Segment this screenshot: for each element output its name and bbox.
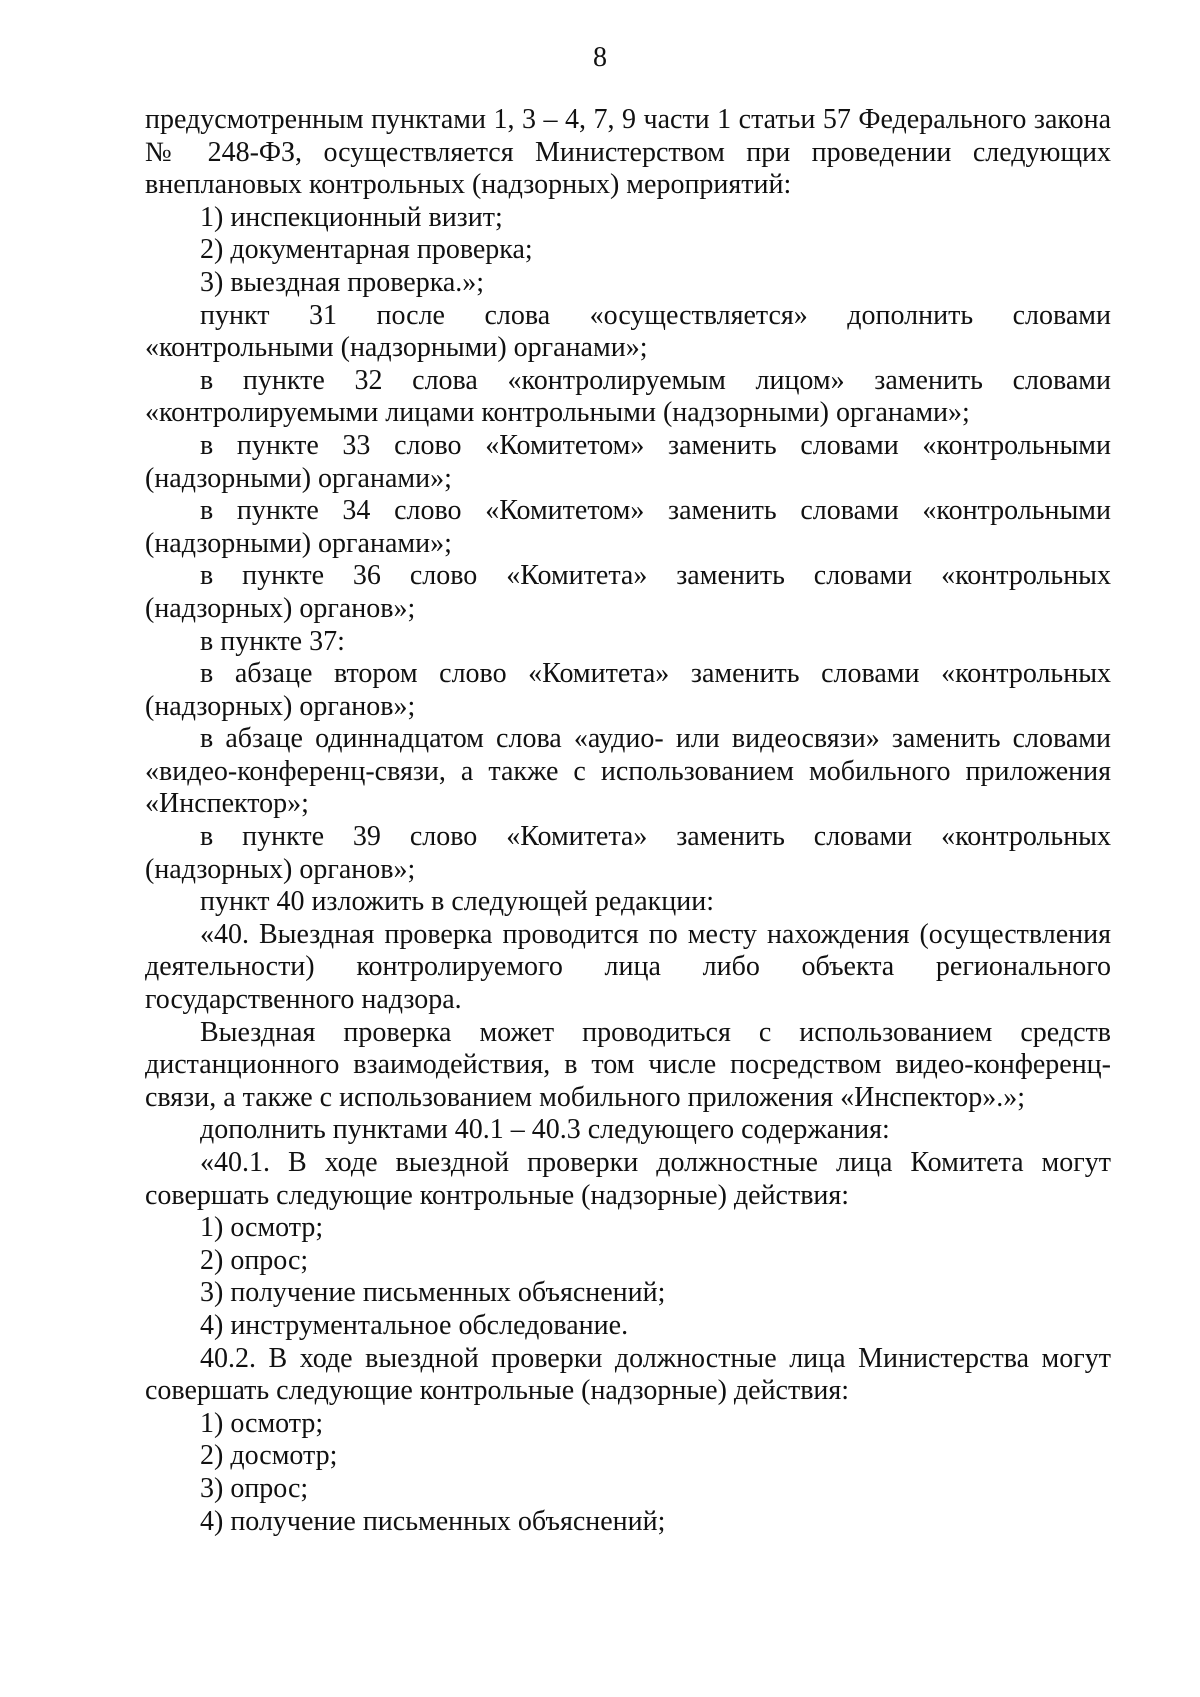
- paragraph: предусмотренным пунктами 1, 3 – 4, 7, 9 части 1 статьи 57 Федерального закона № 248-ФЗ, осуществляется Министерством при проведении следующих внеплановых контрольных (надзорных) мероприятий:: [145, 104, 1111, 201]
- paragraph: Выездная проверка может проводиться с использованием средств дистанционного взаимодействия, в том числе посредством видео-конференц-связи, а также с использованием мобильного приложения «Инспектор».»;: [145, 1016, 1111, 1113]
- list-item: в пункте 37:: [200, 625, 345, 657]
- list-item: 1) осмотр;: [200, 1212, 324, 1244]
- list-item: 2) документарная проверка;: [200, 234, 533, 266]
- list-item: пункт 40 изложить в следующей редакции:: [200, 886, 714, 918]
- list-item: 1) осмотр;: [200, 1407, 324, 1439]
- paragraph: «40.1. В ходе выездной проверки должностные лица Комитета могут совершать следующие контрольные (надзорные) действия:: [145, 1147, 1111, 1211]
- paragraph: в пункте 39 слово «Комитета» заменить словами «контрольных (надзорных) органов»;: [145, 821, 1111, 885]
- paragraph: «40. Выездная проверка проводится по месту нахождения (осуществления деятельности) контролируемого лица либо объекта регионального государственного надзора.: [145, 918, 1111, 1016]
- paragraph: в пункте 33 слово «Комитетом» заменить словами «контрольными (надзорными) органами»;: [145, 429, 1111, 494]
- paragraph: в пункте 34 слово «Комитетом» заменить словами «контрольными (надзорными) органами»;: [145, 495, 1111, 559]
- list-item: 3) получение письменных объяснений;: [200, 1277, 666, 1309]
- paragraph: пункт 31 после слова «осуществляется» дополнить словами «контрольными (надзорными) органами»;: [145, 299, 1111, 364]
- list-item: 2) опрос;: [200, 1244, 309, 1276]
- list-item: дополнить пунктами 40.1 – 40.3 следующего содержания:: [200, 1114, 890, 1146]
- list-item: 4) получение письменных объяснений;: [200, 1505, 666, 1537]
- list-item: 2) досмотр;: [200, 1440, 338, 1472]
- paragraph: в пункте 32 слова «контролируемым лицом» заменить словами «контролируемыми лицами контрольными (надзорными) органами»;: [145, 364, 1111, 429]
- paragraph: в пункте 36 слово «Комитета» заменить словами «контрольных (надзорных) органов»;: [145, 560, 1111, 624]
- list-item: 4) инструментальное обследование.: [200, 1309, 629, 1341]
- list-item: 3) выездная проверка.»;: [200, 266, 485, 298]
- list-item: 3) опрос;: [200, 1472, 309, 1504]
- paragraph: 40.2. В ходе выездной проверки должностные лица Министерства могут совершать следующие контрольные (надзорные) действия:: [145, 1342, 1111, 1407]
- paragraph: в абзаце одиннадцатом слова «аудио- или видеосвязи» заменить словами «видео-конференц-связи, а также с использованием мобильного приложения «Инспектор»;: [145, 723, 1111, 820]
- page-number: 8: [593, 42, 607, 73]
- list-item: 1) инспекционный визит;: [200, 201, 503, 233]
- paragraph: в абзаце втором слово «Комитета» заменить словами «контрольных (надзорных) органов»;: [145, 658, 1111, 722]
- document-body: [145, 104, 1111, 1538]
